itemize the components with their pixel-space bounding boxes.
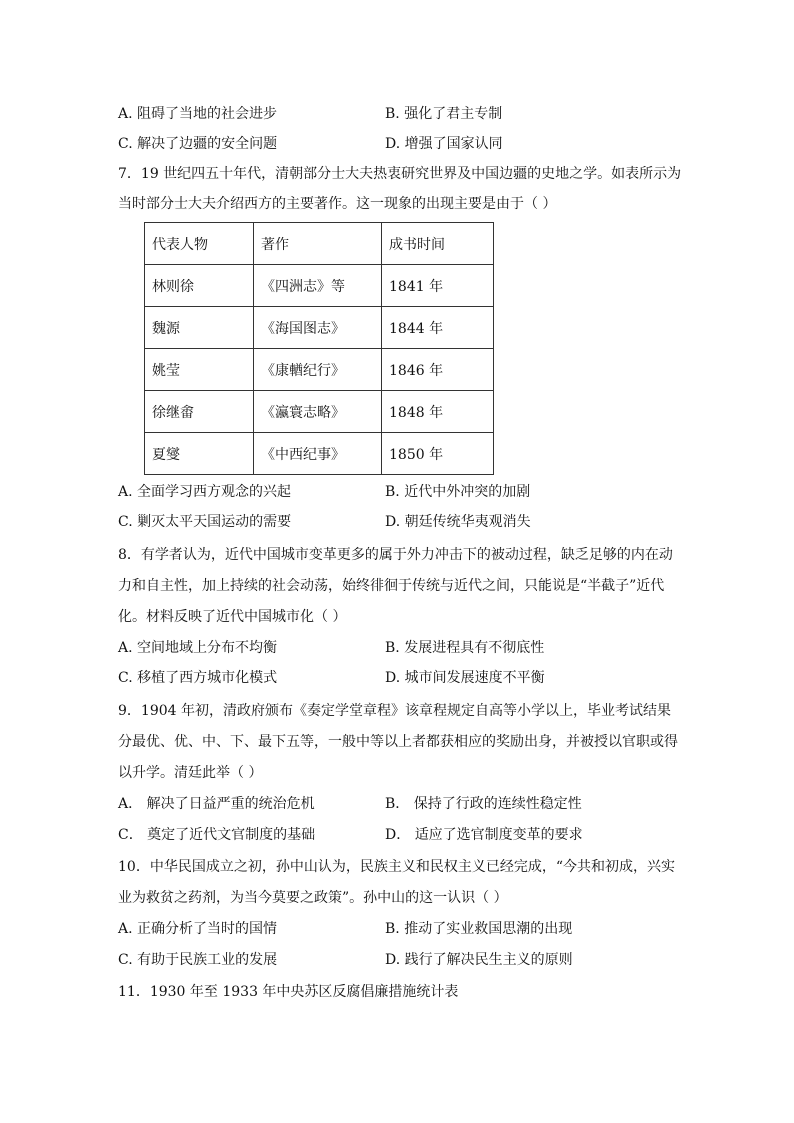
option-label: B. — [385, 921, 400, 937]
q7-stem-line-1: 7．19 世纪四五十年代，清朝部分士大夫热衷研究世界及中国边疆的史地之学。如表所示为 — [118, 166, 682, 182]
option-label: C． — [118, 827, 143, 843]
table-row — [145, 391, 494, 433]
option-label: A. — [118, 484, 133, 500]
table-cell: 夏燮 — [145, 433, 254, 475]
q10-option-c — [118, 950, 277, 970]
q9-stem-line-2: 分最优、优、中、下、最下五等，一般中等以上者都获相应的奖励出身，并被授以官职或得 — [118, 734, 678, 750]
option-label: D. — [385, 136, 401, 152]
q7-table — [144, 222, 494, 475]
table-cell: 《中西纪事》 — [254, 433, 382, 475]
option-text: 保持了行政的连续性稳定性 — [413, 796, 582, 812]
table-cell: 1844 年 — [382, 307, 494, 349]
q9-option-b — [385, 794, 582, 814]
q10-stem-line-1: 10．中华民国成立之初，孙中山认为，民族主义和民权主义已经完成，“今共和初成，兴实 — [118, 859, 675, 875]
table-cell: 1848 年 — [382, 391, 494, 433]
q8-option-a — [118, 638, 277, 658]
table-row — [145, 265, 494, 307]
table-cell: 魏源 — [145, 307, 254, 349]
option-label: C. — [118, 670, 133, 686]
q10-option-b — [385, 919, 572, 939]
q10-option-a — [118, 919, 277, 939]
option-label: A. — [118, 921, 133, 937]
option-text: 增强了国家认同 — [404, 136, 503, 152]
table-row — [145, 307, 494, 349]
option-label: A. — [118, 106, 133, 122]
q10-stem-line-2: 业为救贫之药剂，为当今莫要之政策”。孙中山的这一认识（ ） — [118, 890, 508, 906]
table-cell: 《四洲志》等 — [254, 265, 382, 307]
q9-option-d — [385, 825, 583, 845]
option-label: B. — [385, 106, 400, 122]
option-text: 适应了选官制度变革的要求 — [414, 827, 583, 843]
q8-stem-line-2: 力和自主性，加上持续的社会动荡，始终徘徊于传统与近代之间，只能说是“半截子”近代 — [118, 578, 665, 594]
option-text: 近代中外冲突的加剧 — [404, 484, 531, 500]
option-text: 城市间发展速度不平衡 — [404, 670, 545, 686]
table-header-cell: 著作 — [254, 223, 382, 265]
table-cell: 《海国图志》 — [254, 307, 382, 349]
q8-option-d — [385, 668, 545, 688]
option-text: 践行了解决民生主义的原则 — [404, 952, 573, 968]
option-label: B. — [385, 640, 400, 656]
table-row — [145, 349, 494, 391]
option-label: A． — [118, 796, 143, 812]
q10-option-d — [385, 950, 573, 970]
option-label: C. — [118, 952, 133, 968]
table-cell: 1846 年 — [382, 349, 494, 391]
option-text: 移植了西方城市化模式 — [137, 670, 278, 686]
option-label: B． — [385, 796, 410, 812]
q7-stem-line-2: 当时部分士大夫介绍西方的主要著作。这一现象的出现主要是由于（ ） — [118, 196, 557, 212]
q9-stem-line-3: 以升学。清廷此举（ ） — [118, 765, 263, 781]
option-text: 剿灭太平天国运动的需要 — [137, 514, 292, 530]
table-cell: 1841 年 — [382, 265, 494, 307]
option-text: 奠定了近代文官制度的基础 — [147, 827, 316, 843]
option-text: 发展进程具有不彻底性 — [404, 640, 545, 656]
q7-option-c — [118, 512, 291, 532]
table-row — [145, 433, 494, 475]
table-header-row — [145, 223, 494, 265]
option-text: 解决了边疆的安全问题 — [137, 136, 278, 152]
option-text: 阻碍了当地的社会进步 — [137, 106, 278, 122]
q8-stem-line-1: 8．有学者认为，近代中国城市变革更多的属于外力冲击下的被动过程，缺乏足够的内在动 — [118, 547, 673, 563]
q7-option-a — [118, 482, 291, 502]
q6-option-c — [118, 134, 277, 154]
option-text: 强化了君主专制 — [404, 106, 503, 122]
option-label: C. — [118, 136, 133, 152]
option-text: 推动了实业救国思潮的出现 — [404, 921, 573, 937]
option-text: 有助于民族工业的发展 — [137, 952, 278, 968]
table-cell: 林则徐 — [145, 265, 254, 307]
q7-option-d — [385, 512, 531, 532]
option-label: D． — [385, 827, 411, 843]
option-label: B. — [385, 484, 400, 500]
q6-option-a — [118, 104, 277, 124]
table-header-cell: 代表人物 — [145, 223, 254, 265]
option-label: D. — [385, 952, 401, 968]
q9-stem-line-1: 9．1904 年初，清政府颁布《奏定学堂章程》该章程规定自高等小学以上，毕业考试结果 — [118, 703, 671, 719]
table-header-cell: 成书时间 — [382, 223, 494, 265]
table-cell: 姚莹 — [145, 349, 254, 391]
q8-stem-line-3: 化。材料反映了近代中国城市化（ ） — [118, 609, 347, 625]
table-cell: 《瀛寰志略》 — [254, 391, 382, 433]
option-text: 空间地域上分布不均衡 — [137, 640, 278, 656]
q9-option-a — [118, 794, 315, 814]
q11-stem-line-1: 11．1930 年至 1933 年中央苏区反腐倡廉措施统计表 — [118, 984, 459, 1000]
q6-option-d — [385, 134, 503, 154]
table-cell: 徐继畬 — [145, 391, 254, 433]
q7-option-b — [385, 482, 530, 502]
table-cell: 1850 年 — [382, 433, 494, 475]
option-text: 解决了日益严重的统治危机 — [146, 796, 315, 812]
option-text: 全面学习西方观念的兴起 — [137, 484, 292, 500]
table-cell: 《康輶纪行》 — [254, 349, 382, 391]
option-label: C. — [118, 514, 133, 530]
q8-option-c — [118, 668, 277, 688]
q6-option-b — [385, 104, 502, 124]
option-text: 朝廷传统华夷观消失 — [404, 514, 531, 530]
option-label: D. — [385, 514, 401, 530]
option-text: 正确分析了当时的国情 — [137, 921, 278, 937]
q8-option-b — [385, 638, 544, 658]
option-label: A. — [118, 640, 133, 656]
option-label: D. — [385, 670, 401, 686]
q9-option-c — [118, 825, 315, 845]
